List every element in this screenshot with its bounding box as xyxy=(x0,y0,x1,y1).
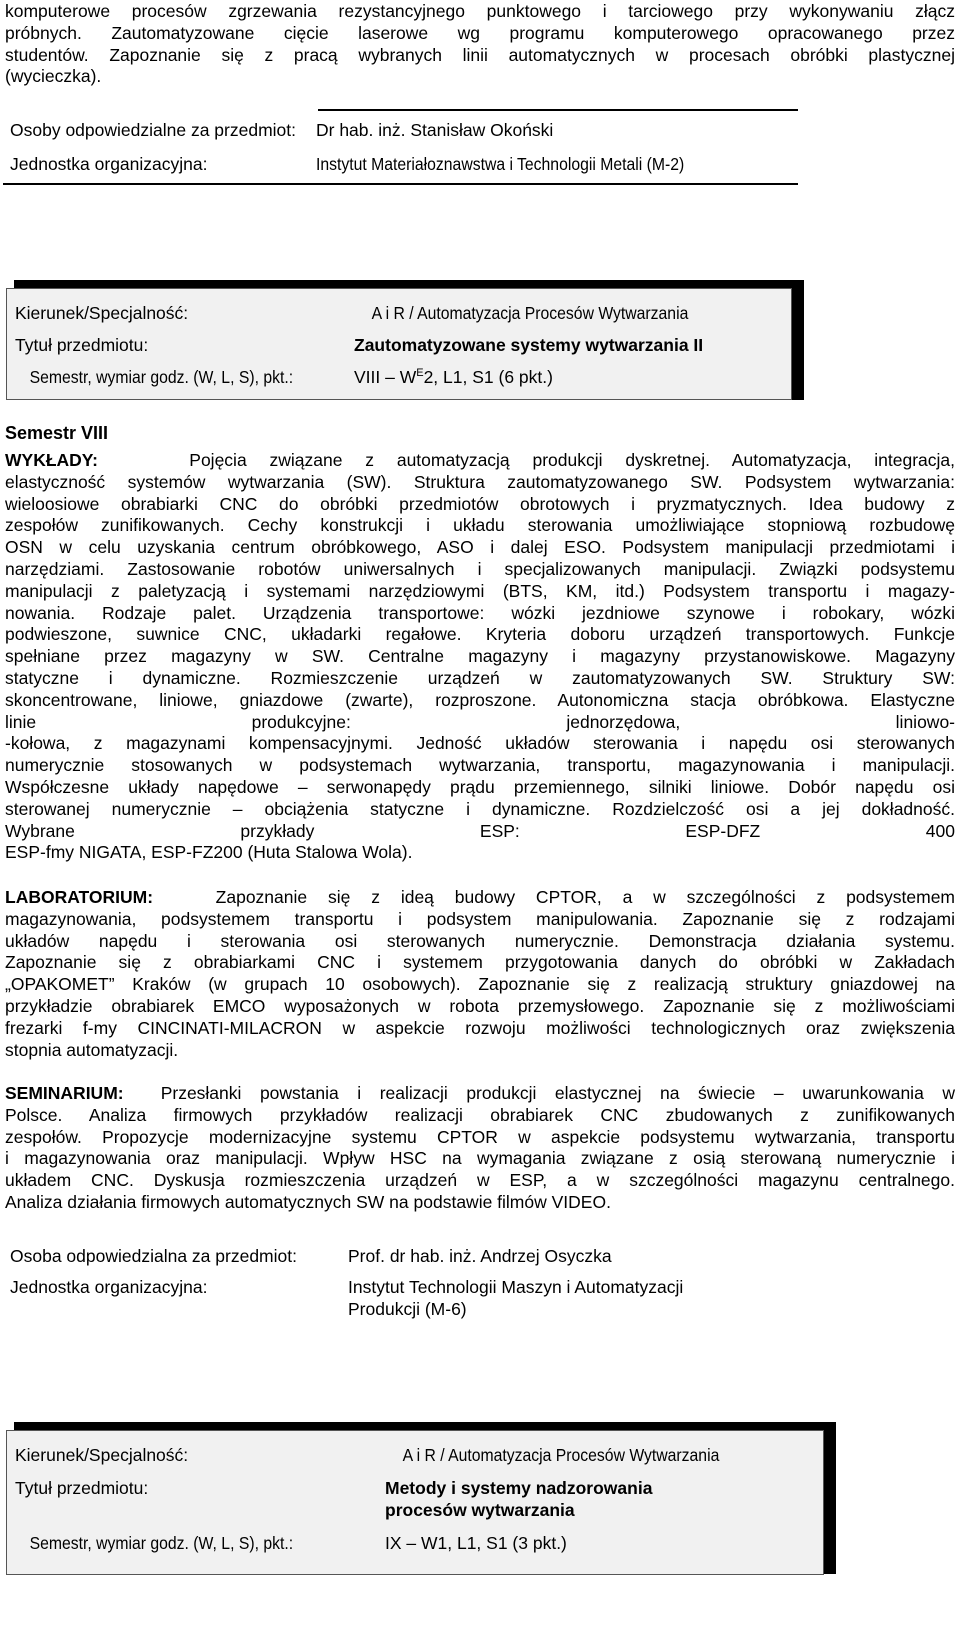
text-line: SEMINARIUM: Przesłanki powstania i realizacji produkcji elastycznej na świecie – uwarunkowania w xyxy=(5,1083,955,1103)
text-line: układów napędu i sterowania osi sterowanych numerycznie. Demonstracja działania systemu. xyxy=(5,930,955,951)
text-line: -kołowa, z magazynami kompensacyjnymi. Jedność układów sterowania i napędu osi sterowanych xyxy=(5,733,955,754)
seminar-section xyxy=(5,1083,955,1214)
major-label: Kierunek/Specjalność: xyxy=(15,1445,189,1465)
text-line: nowania. Rodzaje palet. Urządzenia transportowe: wózki jezdniowe szynowe i robokary, wózki xyxy=(5,602,955,623)
text-line: narzędziami. Zastosowanie robotów uniwersalnych i specjalizowanych manipulacji. Związki podsystemu xyxy=(5,558,955,579)
responsible-person-value: Dr hab. inż. Stanisław Okoński xyxy=(316,120,554,140)
text-line: zespołów. Propozycje modernizacyjne systemu CPTOR w aspekcie podsystemu wytwarzania, transportu xyxy=(5,1126,955,1147)
text-line: „OPAKOMET” Kraków (w grupach 10 osobowych). Zapoznanie się z realizacją struktury gniazdowej na xyxy=(5,974,955,995)
text-line: Analiza działania firmowych automatycznych SW na podstawie filmów VIDEO. xyxy=(5,1191,611,1212)
text-line: elastyczność systemów wytwarzania (SW). Struktura zautomatyzowanego SW. Podsystem wytwarzania: xyxy=(5,471,955,492)
text-line: skoncentrowane, liniowe, gniazdowe (zwarte), rozproszone. Autonomiczna stacja obróbkowa. Elastyczne xyxy=(5,689,955,710)
text-line: Współczesne układy napędowe – serwonapędy prądu przemiennego, silniki liniowe. Dobór napędu osi xyxy=(5,776,955,797)
text-line: przykładzie obrabiarek EMCO wyposażonych w robota przemysłowego. Zapoznanie się z możliwościami xyxy=(5,995,955,1016)
text-line: WYKŁADY: Pojęcia związane z automatyzacją produkcji dyskretnej. Automatyzacja, integracja, xyxy=(5,450,956,470)
major-label: Kierunek/Specjalność: xyxy=(15,303,189,323)
organizational-unit-value: Instytut Technologii Maszyn i Automatyzacji xyxy=(348,1277,684,1297)
organizational-unit-value: Instytut Materiałoznawstwa i Technologii Metali (M-2) xyxy=(316,154,685,174)
lectures-heading: WYKŁADY: xyxy=(5,450,98,470)
text-line: frezarki f-my CINCINATI-MILACRON w aspekcie rozwoju możliwości technologicznych oraz zwiększenia xyxy=(5,1017,955,1038)
text-line: podwieszone, suwnice CNC, układarki regałowe. Kryteria doboru urządzeń transportowych. Funkcje xyxy=(5,624,955,645)
text-line: statyczne i dynamiczne. Rozmieszczenie urządzeń w zautomatyzowanych SW. Struktury SW: xyxy=(5,667,955,688)
semester-value: IX – W1, L1, S1 (3 pkt.) xyxy=(385,1533,567,1553)
text-line: komputerowe procesów zgrzewania rezystancyjnego punktowego i tarciowego przy wykonywaniu złącz xyxy=(5,1,955,21)
semester-label: Semestr, wymiar godz. (W, L, S), pkt.: xyxy=(29,367,294,387)
text-line: numerycznie stosowanych w podsystemach wytwarzania, transportu, magazynowania i manipulacji. xyxy=(5,755,955,776)
text-line: studentów. Zapoznanie się z pracą wybranych linii automatycznych w procesach obróbki plastycznej xyxy=(5,44,955,65)
text-line: sterowanej numerycznie – obciążenia statyczne i dynamiczne. Rozdzielczość osi a jej dokładność. xyxy=(5,798,955,819)
laboratory-section xyxy=(5,887,955,1061)
text-line: wieloosiowe obrabiarki CNC do obróbki przedmiotów obrotowych i pryzmatycznych. Idea budowy z xyxy=(5,493,955,514)
course-title-value-line-2: procesów wytwarzania xyxy=(385,1500,575,1520)
course-title-label: Tytuł przedmiotu: xyxy=(15,1478,149,1498)
semester-label: Semestr, wymiar godz. (W, L, S), pkt.: xyxy=(29,1533,294,1553)
text-line: układem CNC. Dyskusja rozmieszczenia urządzeń w ESP, a w szczególności magazynu centralnego. xyxy=(5,1170,955,1191)
text-line: Wybrane przykłady ESP: ESP-DFZ 400 xyxy=(5,820,955,841)
divider-bottom xyxy=(3,183,798,185)
course-title-label: Tytuł przedmiotu: xyxy=(15,335,149,355)
text-line: manipulacji z paletyzacją i systemami narzędziowymi (BTS, KM, itd.) Podsystem transportu i magazy- xyxy=(5,580,955,601)
semester-value: VIII – $W^E2$, L1, S1 (6 pkt.) xyxy=(354,367,553,387)
responsible-person-label: Osoba odpowiedzialna za przedmiot: xyxy=(10,1246,297,1266)
text-line: (wycieczka). xyxy=(5,66,102,87)
text-line: spełniane przez magazyny w SW. Centralne magazyny i magazyny przystanowiskowe. Magazyny xyxy=(5,646,955,667)
text-line: i magazynowania oraz manipulacji. Wpływ HSC na wymagania związane z osią sterowaną numerycznie i xyxy=(5,1148,955,1169)
course-title-value: Zautomatyzowane systemy wytwarzania II xyxy=(354,335,704,355)
course-title-value: Metody i systemy nadzorowania xyxy=(385,1478,653,1498)
organizational-unit-label: Jednostka organizacyjna: xyxy=(10,1277,208,1297)
text-line: OSN w celu uzyskania centrum obróbkowego, ASO i dalej ESO. Podsystem manipulacji przedmiotami i xyxy=(5,537,955,558)
semester-heading: Semestr VIII xyxy=(5,423,109,443)
major-value: A i R / Automatyzacja Procesów Wytwarzania xyxy=(371,303,689,323)
responsible-person-label: Osoby odpowiedzialne za przedmiot: xyxy=(10,120,296,140)
course-info-box xyxy=(6,1430,824,1575)
text-line: ESP-fmy NIGATA, ESP-FZ200 (Huta Stalowa Wola). xyxy=(5,842,413,863)
text-line: linie produkcyjne: jednorzędowa, liniowo- xyxy=(5,711,955,732)
text-line: LABORATORIUM: Zapoznanie się z ideą budowy CPTOR, a w szczególności z podsystemem xyxy=(5,887,956,907)
responsible-person-value: Prof. dr hab. inż. Andrzej Osyczka xyxy=(348,1246,612,1266)
text-line: magazynowania, podsystemem transportu i podsystem manipulowania. Zapoznanie się z rodzajami xyxy=(5,908,955,929)
organizational-unit-label: Jednostka organizacyjna: xyxy=(10,154,208,174)
text-line: stopnia automatyzacji. xyxy=(5,1039,179,1060)
laboratory-heading: LABORATORIUM: xyxy=(5,887,154,907)
text-line: Zapoznanie się z obrabiarkami CNC i systemem przygotowania danych do obróbki w Zakładach xyxy=(5,952,955,973)
text-line: Polsce. Analiza firmowych przykładów realizacji obrabiarek CNC zbudowanych z zunifikowanych xyxy=(5,1104,955,1125)
top-paragraph xyxy=(5,1,955,88)
organizational-unit-value-line-2: Produkcji (M-6) xyxy=(348,1299,467,1319)
course-info-box xyxy=(6,288,792,400)
divider-top xyxy=(318,109,798,111)
lectures-section xyxy=(5,450,955,864)
text-line: próbnych. Zautomatyzowane cięcie laserowe wg programu komputerowego opracowanego przez xyxy=(5,22,955,43)
text-line: zespołów zunifikowanych. Cechy konstrukcji i układu sterowania umożliwiające stopniową rozbudowę xyxy=(5,515,955,536)
seminar-heading: SEMINARIUM: xyxy=(5,1083,124,1103)
major-value: A i R / Automatyzacja Procesów Wytwarzania xyxy=(402,1445,720,1465)
